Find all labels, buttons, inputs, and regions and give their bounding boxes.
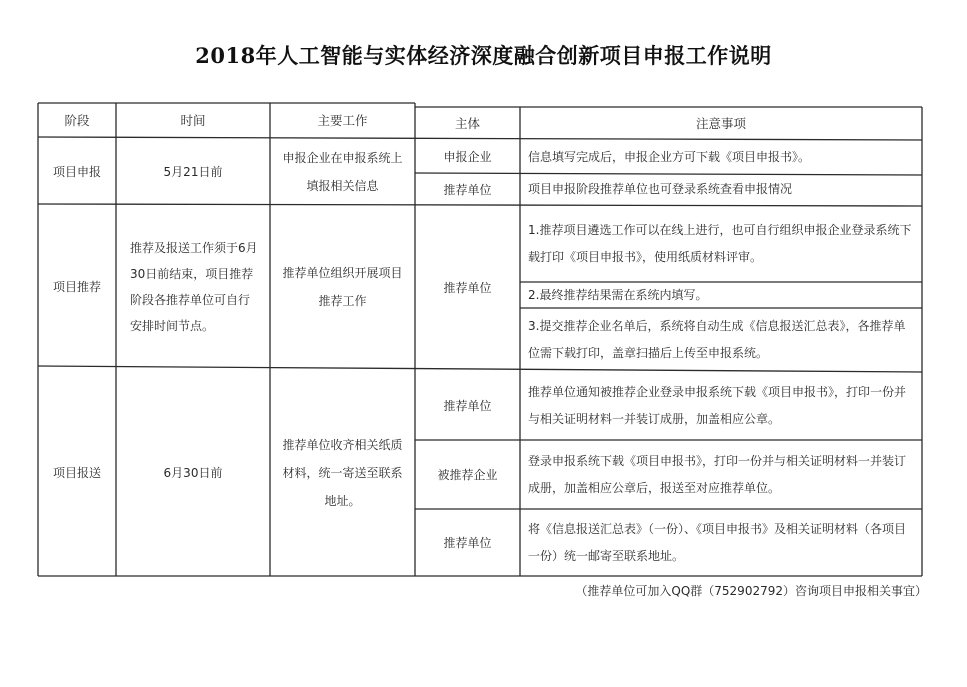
header-stage: 阶段 [64, 113, 90, 128]
stage-project-recommendation: 项目推荐 [52, 280, 101, 294]
page-title: 2018年人工智能与实体经济深度融合创新项目申报工作说明 [195, 43, 772, 68]
stage2-note-3: 3.提交推荐企业名单后，系统将自动生成《信息报送汇总表》，各推荐单位需下载打印，盖章扫描后上传至申报系统。 [528, 318, 906, 360]
stage1-main-work: 申报企业在申报系统上填报相关信息 [282, 151, 403, 193]
stage1-subject-applicant: 申报企业 [443, 150, 492, 164]
stage1-note-applicant: 信息填写完成后，申报企业方可下载《项目申报书》。 [528, 149, 811, 164]
stage3-subject-recommended-enterprise: 被推荐企业 [437, 467, 498, 482]
stage3-note-recommender: 推荐单位通知被推荐企业登录申报系统下载《项目申报书》，打印一份并与相关证明材料一并装订成册，加盖相应公章。 [528, 385, 907, 426]
header-notes: 注意事项 [695, 115, 746, 131]
stage2-time: 推荐及报送工作须于6月30日前结束，项目推荐阶段各推荐单位可自行安排时间节点。 [130, 241, 258, 333]
header-main-work: 主要工作 [317, 113, 368, 128]
stage3-subject-recommender-mail: 推荐单位 [443, 535, 492, 550]
footnote-qq-group: （推荐单位可加入QQ群（752902792）咨询项目申报相关事宜） [575, 584, 927, 598]
stage3-main-work: 推荐单位收齐相关纸质材料，统一寄送至联系地址。 [282, 438, 403, 508]
stage2-note-2: 2.最终推荐结果需在系统内填写。 [528, 287, 708, 302]
stage3-note-mail: 将《信息报送汇总表》（一份）、《项目申报书》及相关证明材料（各项目一份）统一邮寄至联系地址。 [528, 521, 907, 563]
stage3-subject-recommender: 推荐单位 [443, 399, 492, 413]
stage2-subject-recommender: 推荐单位 [443, 281, 492, 295]
stage1-subject-recommender: 推荐单位 [443, 182, 492, 197]
stage-project-application: 项目申报 [52, 165, 101, 179]
stage3-time: 6月30日前 [163, 466, 223, 480]
stage1-note-recommender: 项目申报阶段推荐单位也可登录系统查看申报情况 [528, 182, 793, 196]
header-time: 时间 [180, 113, 206, 128]
stage2-main-work: 推荐单位组织开展项目推荐工作 [282, 266, 403, 308]
stage2-note-1: 1.推荐项目遴选工作可以在线上进行，也可自行组织申报企业登录系统下载打印《项目申报书》，使用纸质材料评审。 [528, 223, 912, 264]
stage1-time: 5月21日前 [163, 165, 223, 179]
header-subject: 主体 [454, 115, 480, 131]
stage-project-submission: 项目报送 [52, 466, 101, 480]
stage3-note-recommended-enterprise: 登录申报系统下载《项目申报书》，打印一份并与相关证明材料一并装订成册，加盖相应公章后，报送至对应推荐单位。 [528, 453, 907, 495]
